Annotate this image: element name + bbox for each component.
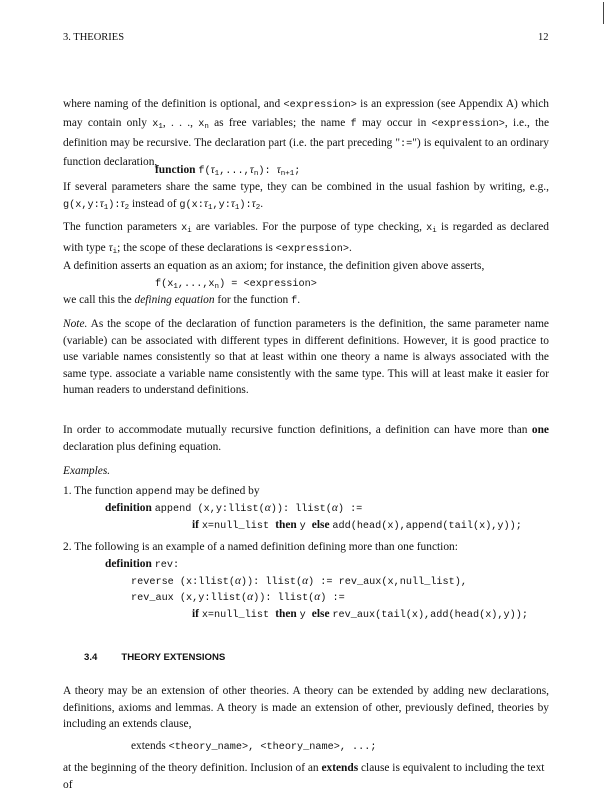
greek-symbol: τ	[120, 197, 125, 210]
italic-text: defining equation	[134, 294, 215, 306]
text: at the beginning of the theory definition. Inclusion of an	[63, 762, 322, 774]
code-text: <theory_name>, <theory_name>, ...;	[168, 742, 377, 753]
code-text: ):	[239, 199, 252, 211]
bold-text: if	[192, 519, 202, 531]
greek-symbol: τ	[230, 197, 235, 210]
page-edge-mark	[603, 2, 604, 24]
bold-text: definition	[105, 558, 155, 570]
example-1-intro	[63, 483, 549, 502]
code-text: f(	[198, 166, 211, 177]
text: is regarded as declared with type	[63, 221, 549, 254]
greek-symbol: α	[234, 575, 241, 587]
greek-symbol: τ	[108, 241, 113, 254]
paragraph-extends-clause	[63, 760, 549, 791]
greek-symbol: τ	[249, 164, 254, 176]
code-text: x	[181, 223, 188, 234]
text: instead of	[129, 197, 180, 210]
code-line	[192, 517, 612, 536]
subscript: 1	[214, 170, 220, 178]
text: , i.e., the definition may be recursive. The declaration part (i.e. the part preceding "	[63, 116, 549, 150]
code-text: rev:	[154, 560, 180, 571]
subscript: i	[187, 227, 192, 235]
section-heading	[84, 652, 225, 663]
text: as free variables; the name	[208, 116, 351, 129]
text: A definition asserts an equation as an axiom; for instance, the definition given above asserts,	[63, 260, 485, 272]
text: As the scope of the declaration of function parameters is the definition, the same parameter name (variable) can be associated with different types in different definitions. However, it is good practice to use variable names consistently so that at least within one theory a name is always associated with the same type. associate a variable name consistently with the same type. This will at least make it easier for human readers to understand definitions.	[63, 318, 549, 397]
text: clause is equivalent to including the text of	[63, 762, 545, 791]
subscript: n	[253, 170, 259, 178]
code-text: )): llist(	[240, 577, 303, 588]
code-text: ) :=	[320, 593, 345, 604]
example-2-intro	[63, 539, 549, 556]
bold-text: one	[531, 424, 549, 436]
bold-text: then	[275, 519, 300, 531]
code-line	[192, 606, 612, 625]
text: , . . .,	[162, 116, 199, 129]
code-text: <expression>	[283, 100, 357, 111]
text: If several parameters share the same type, they can be combined in the usual fashion by writing, e.g.,	[63, 181, 549, 193]
text: may be defined by	[172, 485, 260, 497]
code-text: ,...,x	[177, 279, 215, 290]
bold-text: extends	[321, 762, 359, 774]
code-text: y	[299, 610, 312, 621]
code-line-extends	[131, 738, 612, 757]
code-text: f(x	[155, 279, 174, 290]
running-header-section: 3. THEORIES	[63, 32, 125, 43]
text: The function parameters	[63, 221, 182, 233]
text: 2. The following is an example of a named definition defining more than one function:	[63, 541, 458, 553]
code-text: x=null_list	[201, 610, 276, 621]
paragraph-theory-extension	[63, 683, 549, 733]
code-text: ) :=	[337, 504, 363, 515]
code-text: ,...,	[219, 166, 250, 177]
greek-symbol: α	[314, 591, 321, 603]
code-text: ) := rev_aux(x,null_list),	[308, 577, 467, 588]
subscript: n	[204, 122, 209, 131]
subscript: 2	[124, 203, 130, 212]
code-text: g(x,y:	[63, 199, 100, 211]
text: In order to accommodate mutually recursive function definitions, a definition can have more than	[63, 424, 532, 436]
bold-text: function	[155, 164, 199, 176]
subscript: 1	[158, 122, 163, 131]
greek-symbol: α	[264, 502, 271, 514]
code-text: f	[350, 118, 357, 130]
greek-symbol: α	[302, 575, 309, 587]
code-text: ):	[108, 199, 121, 211]
examples-label	[63, 463, 549, 480]
greek-symbol: τ	[203, 197, 208, 210]
paragraph-function-parameters	[63, 219, 549, 260]
subscript: 1	[103, 203, 109, 212]
code-line	[105, 500, 591, 519]
text: 1. The function	[63, 485, 136, 497]
code-text: x	[198, 118, 205, 130]
text: where naming of the definition is optional, and	[63, 98, 284, 110]
greek-symbol: τ	[251, 197, 256, 210]
text: A theory may be an extension of other theories. A theory can be extended by adding new declarations, definitions, axioms and lemmas. A theory is made an extension of other, previously defined, theories by including an extends clause,	[63, 685, 549, 731]
text: for the function	[214, 294, 292, 306]
paragraph-definition-syntax	[63, 96, 549, 170]
code-text: x=null_list	[201, 521, 276, 532]
italic-text: Note.	[63, 318, 88, 330]
subscript: 2	[255, 203, 261, 212]
greek-symbol: τ	[276, 164, 281, 176]
code-text: ):	[258, 166, 277, 177]
code-text: )): llist(	[270, 504, 332, 515]
paragraph-mutual-recursion	[63, 422, 549, 455]
code-text: rev_aux (x,y:llist(	[131, 593, 248, 604]
text: is an expression (see Appendix A) which may contain only	[63, 98, 549, 129]
code-text: rev_aux(tail(x),add(head(x),y));	[332, 610, 528, 621]
subscript: i	[432, 227, 437, 235]
paragraph-note	[63, 316, 549, 399]
text: are variables. For the purpose of type checking,	[191, 221, 427, 233]
code-text: )): llist(	[253, 593, 315, 604]
code-text: ;	[294, 166, 301, 177]
bold-text: definition	[105, 502, 155, 514]
text: .	[260, 197, 264, 210]
paragraph-defining-equation	[63, 292, 549, 311]
subscript: 1	[173, 283, 178, 291]
paragraph-axiom	[63, 258, 549, 275]
subscript: 1	[207, 203, 213, 212]
subscript: i	[112, 247, 118, 256]
code-text: add(head(x),append(tail(x),y));	[332, 521, 522, 532]
code-text: append (x,y:llist(	[154, 504, 265, 515]
subscript: n	[214, 283, 220, 291]
code-text: f	[291, 296, 298, 307]
text: declaration plus defining equation.	[63, 440, 222, 453]
subscript: n+1	[280, 170, 295, 178]
text: ") is equivalent to an ordinary function declaration,	[63, 137, 550, 168]
text: .	[349, 241, 352, 254]
code-text: :=	[400, 139, 413, 151]
greek-symbol: τ	[210, 164, 215, 176]
code-text: ,y:	[212, 199, 231, 211]
italic-text: Examples.	[63, 465, 111, 477]
text: .	[297, 294, 301, 306]
code-text: x	[426, 223, 433, 234]
text: ; the scope of these declarations is	[117, 241, 276, 254]
code-text: <expression>	[275, 243, 349, 255]
code-text: reverse (x:llist(	[131, 577, 235, 588]
greek-symbol: α	[331, 502, 338, 514]
text: we call this the	[63, 294, 135, 306]
code-text: ) = <expression>	[219, 279, 317, 290]
text: extends	[131, 740, 169, 752]
bold-text: else	[311, 519, 333, 531]
page-number: 12	[538, 32, 549, 43]
section-number: 3.4	[84, 652, 98, 663]
code-text: <expression>	[431, 118, 505, 130]
code-line	[105, 556, 591, 575]
bold-text: if	[192, 608, 202, 620]
bold-text: then	[275, 608, 300, 620]
paragraph-shared-types	[63, 179, 549, 216]
code-text: append	[135, 487, 173, 498]
greek-symbol: α	[247, 591, 254, 603]
section-title: THEORY EXTENSIONS	[121, 652, 226, 663]
code-text: x	[152, 118, 159, 130]
text: may occur in	[356, 116, 432, 129]
code-text: y	[299, 521, 312, 532]
bold-text: else	[311, 608, 333, 620]
code-text: g(x:	[179, 199, 204, 211]
greek-symbol: τ	[99, 197, 104, 210]
code-line	[131, 589, 612, 608]
subscript: 1	[234, 203, 240, 212]
